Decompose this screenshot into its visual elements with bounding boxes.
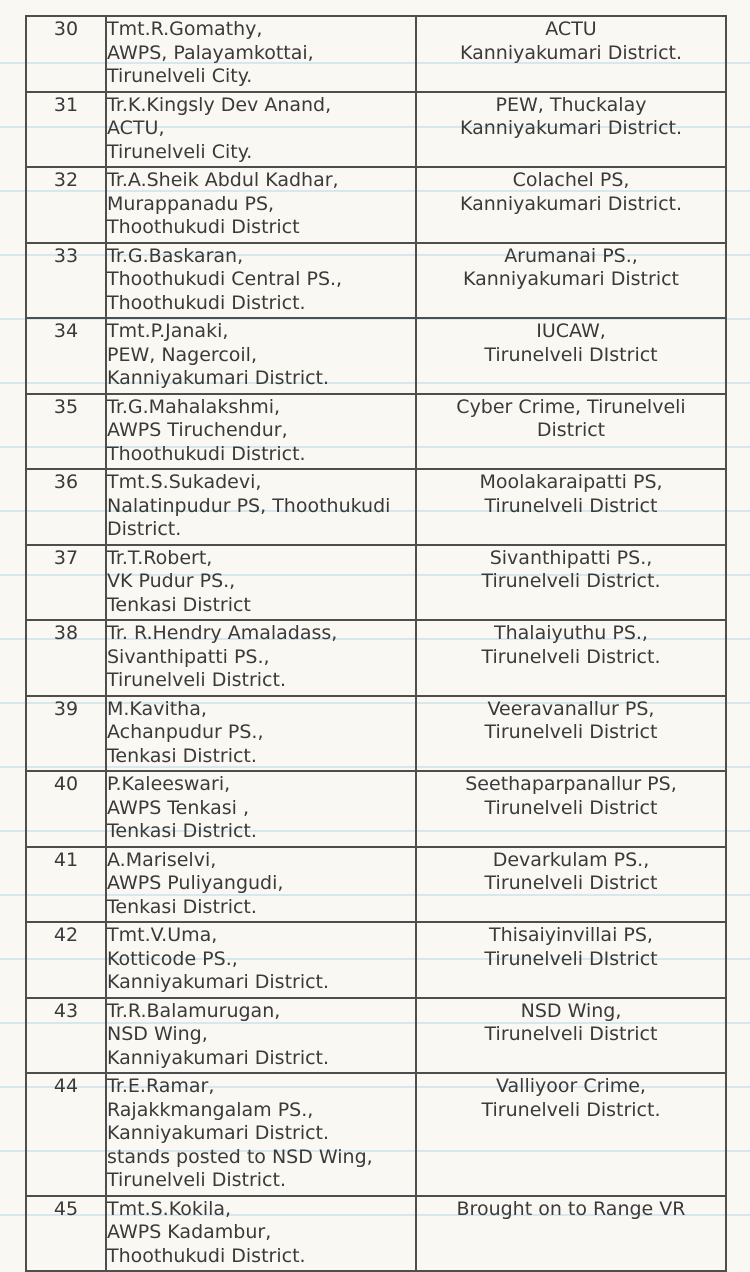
posting-cell [416, 922, 726, 998]
table-row [26, 998, 726, 1074]
officer-text-line: Tenkasi District [107, 593, 251, 616]
serial-number: 36 [53, 471, 79, 493]
serial-number: 31 [53, 93, 79, 116]
posting-text-line: District [536, 419, 606, 441]
posting-text-line: Kanniyakumari District. [459, 41, 683, 64]
officer-text-line: AWPS, Palayamkottai, [107, 41, 314, 64]
table-row [26, 620, 726, 696]
officer-text-line: Tirunelveli District. [107, 669, 286, 691]
officer-text-line: Tr.E.Ramar, [107, 1075, 215, 1097]
serial-number: 43 [53, 999, 79, 1022]
posting-cell [416, 394, 726, 470]
officer-text-line: Tr.A.Sheik Abdul Kadhar, [107, 169, 339, 191]
serial-number: 44 [53, 1075, 79, 1097]
serial-number: 40 [53, 773, 79, 795]
officer-text-line: Kanniyakumari District. [107, 971, 330, 993]
officer-text-line: Rajakkmangalam PS., [107, 1098, 314, 1121]
officer-cell [106, 847, 416, 923]
officer-text-line: Tmt.R.Gomathy, [107, 18, 263, 40]
table-row [26, 545, 726, 621]
serial-cell [26, 545, 106, 621]
posting-text-line: Kanniyakumari District [462, 268, 679, 290]
posting-text-line: Thisaiyinvillai PS, [489, 924, 653, 946]
officer-text-line: Tmt.S.Kokila, [107, 1197, 232, 1220]
serial-cell [26, 469, 106, 545]
posting-cell [416, 469, 726, 545]
officer-text-line: Tirunelveli City. [107, 65, 253, 87]
posting-text-line: Tirunelveli District [484, 1023, 658, 1045]
posting-text-line: Sivanthipatti PS., [489, 546, 653, 569]
serial-cell [26, 318, 106, 394]
posting-text-line: Devarkulam PS., [492, 848, 650, 871]
posting-text-line: Tirunelveli District. [481, 570, 661, 592]
serial-cell [26, 922, 106, 998]
serial-number: 37 [53, 546, 79, 569]
officer-text-line: A.Mariselvi, [107, 848, 217, 871]
officer-text-line: M.Kavitha, [107, 697, 207, 720]
serial-number: 33 [53, 244, 79, 267]
officer-text-line: Tenkasi District. [107, 895, 257, 918]
officer-text-line: Kanniyakumari District. [107, 367, 330, 389]
posting-text-line: Tirunelveli DIstrict [484, 947, 658, 970]
officer-text-line: District. [107, 518, 182, 540]
serial-cell [26, 696, 106, 772]
posting-text-line: NSD Wing, [520, 999, 622, 1022]
table-row [26, 771, 726, 847]
officer-text-line: Kanniyakumari District. [107, 1122, 330, 1144]
table-row [26, 922, 726, 998]
officer-text-line: Tmt.P.Janaki, [107, 320, 229, 342]
officer-text-line: NSD Wing, [107, 1023, 208, 1045]
serial-cell [26, 998, 106, 1074]
officer-text-line: ACTU, [107, 117, 165, 139]
posting-cell [416, 318, 726, 394]
officer-text-line: Tr. R.Hendry Amaladass, [107, 622, 338, 644]
table-row [26, 847, 726, 923]
posting-cell [416, 1196, 726, 1272]
table-row [26, 92, 726, 168]
officer-text-line: Tr.G.Mahalakshmi, [107, 395, 281, 418]
officer-text-line: Tirunelveli City. [107, 140, 253, 163]
posting-cell [416, 620, 726, 696]
posting-text-line: Brought on to Range VR [456, 1197, 686, 1220]
officer-text-line: Achanpudur PS., [107, 721, 264, 743]
serial-number: 41 [53, 848, 79, 871]
table-row [26, 16, 726, 92]
officer-text-line: Thoothukudi Central PS., [107, 268, 343, 290]
serial-number: 45 [53, 1197, 79, 1220]
serial-cell [26, 620, 106, 696]
officer-cell [106, 318, 416, 394]
serial-cell [26, 1073, 106, 1196]
posting-text-line: Tirunelveli District. [481, 645, 661, 668]
posting-cell [416, 92, 726, 168]
posting-text-line: Valliyoor Crime, [496, 1075, 646, 1097]
officer-text-line: PEW, Nagercoil, [107, 343, 257, 366]
officer-cell [106, 771, 416, 847]
officer-text-line: Sivanthipatti PS., [107, 645, 270, 668]
table-row [26, 167, 726, 243]
posting-cell [416, 771, 726, 847]
officer-text-line: Kanniyakumari District. [107, 1046, 330, 1069]
officer-text-line: AWPS Tiruchendur, [107, 419, 288, 441]
officer-cell [106, 620, 416, 696]
officer-text-line: Tr.T.Robert, [107, 546, 213, 569]
posting-text-line: Kanniyakumari District. [459, 192, 683, 215]
officer-text-line: Tr.K.Kingsly Dev Anand, [107, 93, 332, 116]
posting-cell [416, 16, 726, 92]
table-row [26, 696, 726, 772]
officer-text-line: Thoothukudi District [107, 216, 300, 238]
officer-text-line: Thoothukudi District. [107, 1244, 306, 1267]
serial-number: 35 [53, 395, 79, 418]
posting-text-line: Tirunelveli District [484, 494, 658, 517]
officer-text-line: Tmt.S.Sukadevi, [107, 471, 262, 493]
posting-cell [416, 998, 726, 1074]
serial-number: 30 [53, 18, 79, 40]
serial-cell [26, 1196, 106, 1272]
serial-number: 39 [53, 697, 79, 720]
posting-text-line: Tirunelveli District [484, 872, 658, 894]
officer-cell [106, 469, 416, 545]
officer-text-line: Tr.G.Baskaran, [107, 244, 244, 267]
serial-cell [26, 167, 106, 243]
officer-cell [106, 92, 416, 168]
serial-number: 42 [53, 924, 79, 946]
posting-text-line: Tirunelveli District [484, 721, 658, 743]
officer-text-line: AWPS Puliyangudi, [107, 872, 284, 894]
officer-text-line: stands posted to NSD Wing, [107, 1145, 373, 1168]
serial-cell [26, 771, 106, 847]
officer-cell [106, 696, 416, 772]
posting-text-line: Colachel PS, [512, 169, 630, 191]
posting-text-line: Cyber Crime, Tirunelveli [456, 395, 686, 418]
posting-cell [416, 243, 726, 319]
table-row [26, 469, 726, 545]
table-row [26, 1073, 726, 1196]
officer-text-line: VK Pudur PS., [107, 570, 236, 592]
officer-cell [106, 545, 416, 621]
officer-text-line: Tenkasi District. [107, 820, 257, 842]
posting-cell [416, 545, 726, 621]
serial-cell [26, 394, 106, 470]
officer-cell [106, 243, 416, 319]
serial-cell [26, 16, 106, 92]
posting-text-line: Tirunelveli DIstrict [484, 343, 658, 366]
officer-cell [106, 922, 416, 998]
serial-number: 34 [53, 320, 79, 342]
posting-text-line: PEW, Thuckalay [495, 93, 647, 116]
officer-text-line: Tr.R.Balamurugan, [107, 999, 281, 1022]
officer-text-line: Thoothukudi District. [107, 291, 306, 314]
posting-text-line: Thalaiyuthu PS., [494, 622, 648, 644]
officer-text-line: Tenkasi District. [107, 744, 257, 767]
table-row [26, 243, 726, 319]
posting-text-line: Veeravanallur PS, [487, 697, 655, 720]
table-row [26, 394, 726, 470]
posting-cell [416, 1073, 726, 1196]
table-row [26, 1196, 726, 1272]
postings-table [25, 15, 727, 1272]
officer-text-line: Tmt.V.Uma, [107, 924, 218, 946]
posting-text-line: ACTU [545, 18, 597, 40]
serial-number: 32 [53, 169, 79, 191]
posting-text-line: Tirunelveli District [484, 796, 658, 819]
officer-text-line: Thoothukudi District. [107, 442, 306, 465]
postings-table-body [26, 16, 726, 1271]
posting-cell [416, 847, 726, 923]
posting-cell [416, 167, 726, 243]
posting-text-line: Arumanai PS., [504, 244, 638, 267]
officer-cell [106, 394, 416, 470]
posting-text-line: IUCAW, [536, 320, 606, 342]
posting-cell [416, 696, 726, 772]
serial-number: 38 [53, 622, 79, 644]
officer-cell [106, 1196, 416, 1272]
table-row [26, 318, 726, 394]
posting-text-line: Tirunelveli District. [481, 1098, 661, 1121]
serial-cell [26, 243, 106, 319]
officer-text-line: Kotticode PS., [107, 947, 238, 970]
officer-text-line: AWPS Tenkasi , [107, 796, 249, 819]
officer-text-line: Tirunelveli District. [107, 1169, 286, 1191]
officer-cell [106, 16, 416, 92]
officer-text-line: Nalatinpudur PS, Thoothukudi [107, 494, 391, 517]
officer-cell [106, 1073, 416, 1196]
officer-cell [106, 167, 416, 243]
officer-text-line: AWPS Kadambur, [107, 1221, 272, 1243]
serial-cell [26, 847, 106, 923]
serial-cell [26, 92, 106, 168]
officer-text-line: Murappanadu PS, [107, 192, 275, 215]
officer-text-line: P.Kaleeswari, [107, 773, 231, 795]
officer-cell [106, 998, 416, 1074]
posting-text-line: Seethaparpanallur PS, [465, 773, 677, 795]
posting-text-line: Kanniyakumari District. [459, 117, 683, 139]
posting-text-line: Moolakaraipatti PS, [479, 471, 663, 493]
